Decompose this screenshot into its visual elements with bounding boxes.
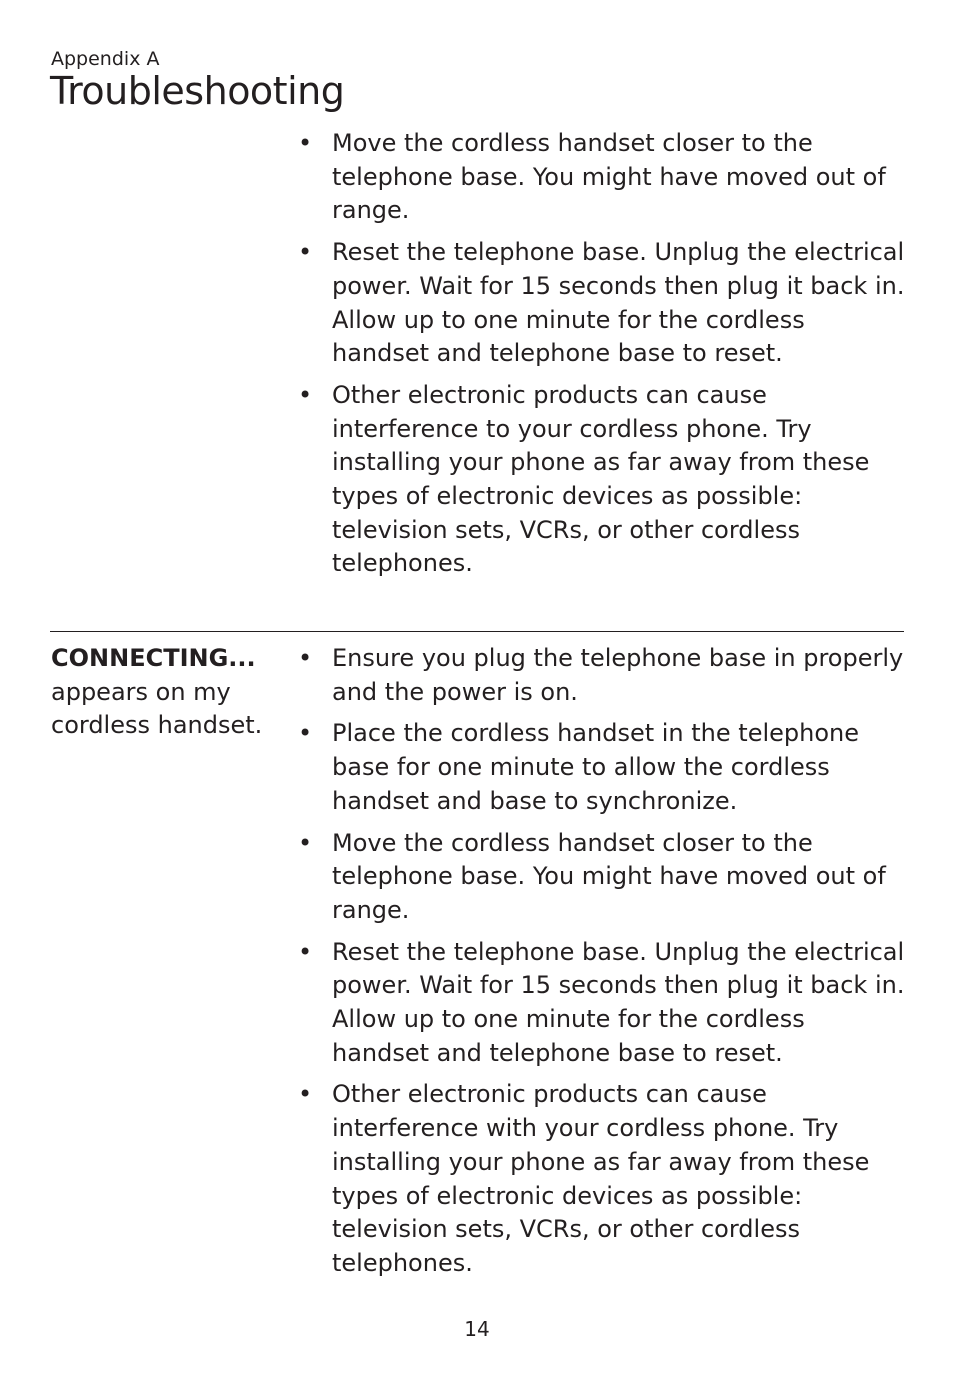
list-item-text: Reset the telephone base. Unplug the electrical power. Wait for 15 seconds then plug it back in. Allow up to one minute for the cordless handset and telephone base to reset.: [332, 238, 905, 368]
condition-keyword: CONNECTING...: [51, 644, 256, 672]
page-title: Troubleshooting: [50, 69, 345, 113]
list-item: [298, 936, 908, 1071]
list-item-text: Move the cordless handset closer to the telephone base. You might have moved out of range.: [332, 129, 886, 225]
list-item: [298, 379, 908, 581]
list-item: [298, 642, 908, 709]
list-item-text: Ensure you plug the telephone base in properly and the power is on.: [332, 644, 904, 706]
bullet-icon: •: [298, 380, 313, 409]
bullet-icon: •: [298, 719, 313, 748]
bullet-icon: •: [298, 937, 313, 966]
bullet-icon: •: [298, 828, 313, 857]
list-item-text: Place the cordless handset in the telephone base for one minute to allow the cordless handset and base to synchronize.: [332, 719, 859, 815]
bullet-icon: •: [298, 644, 313, 672]
list-item-text: Other electronic products can cause interference to your cordless phone. Try installing your phone as far away from these types of electronic devices as possible: television sets, VCRs, or other cordless telephones.: [332, 380, 870, 578]
problem-condition: [51, 642, 291, 743]
list-item: [298, 827, 908, 928]
bullet-icon: •: [298, 238, 313, 267]
page-number: 14: [464, 1317, 490, 1341]
list-item: [298, 236, 908, 371]
list-item: [298, 1078, 908, 1280]
appendix-label: Appendix A: [51, 48, 160, 70]
condition-description: appears on my cordless handset.: [51, 677, 263, 740]
connecting-solutions-list: [298, 642, 908, 1289]
list-item: [298, 127, 908, 228]
list-item-text: Reset the telephone base. Unplug the electrical power. Wait for 15 seconds then plug it back in. Allow up to one minute for the cordless handset and telephone base to reset.: [332, 937, 905, 1067]
bullet-icon: •: [298, 129, 313, 157]
list-item-text: Move the cordless handset closer to the telephone base. You might have moved out of range.: [332, 828, 886, 924]
list-item: [298, 717, 908, 818]
continued-solutions-list: [298, 127, 908, 589]
section-divider: [50, 631, 904, 632]
list-item-text: Other electronic products can cause interference with your cordless phone. Try installing your phone as far away from these types of electronic devices as possible: television sets, VCRs, or other cordless telephones.: [332, 1080, 870, 1277]
bullet-icon: •: [298, 1080, 313, 1109]
